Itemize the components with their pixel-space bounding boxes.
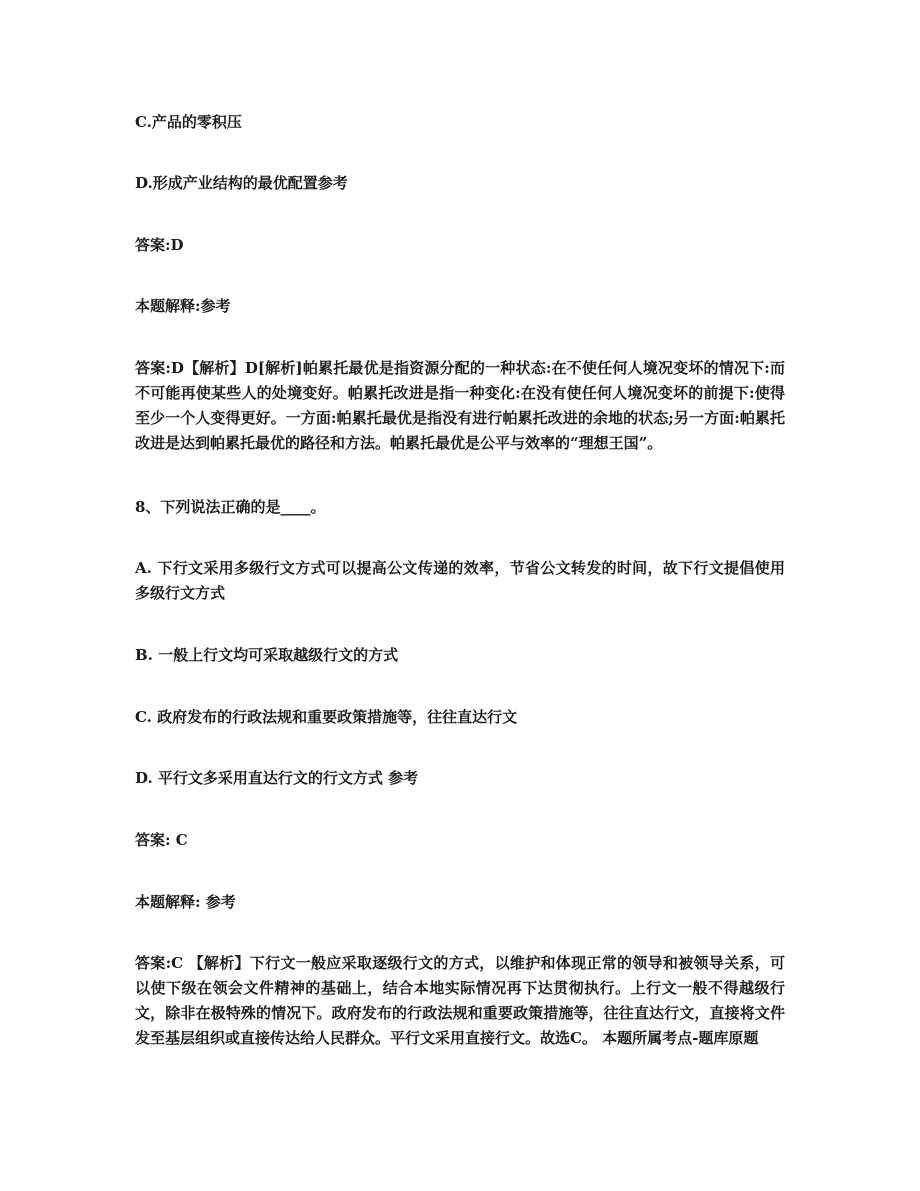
q8-question: 8、下列说法正确的是____。 bbox=[135, 498, 326, 516]
q7-option-d: D.形成产业结构的最优配置参考 bbox=[135, 174, 348, 192]
q7-explanation-label: 本题解释:参考 bbox=[135, 297, 231, 315]
q8-option-d: D. 平行文多采用直达行文的行文方式 参考 bbox=[135, 769, 419, 787]
q8-answer: 答案: C bbox=[135, 831, 188, 849]
q8-option-b: B. 一般上行文均可采取越级行文的方式 bbox=[135, 646, 399, 664]
q7-explanation: 答案:D【解析】D[解析]帕累托最优是指资源分配的一种状态:在不使任何人境况变坏的情况下:而不可能再使某些人的处境变好。帕累托改进是指一种变化:在没有使任何人境况变坏的前提下:使得至少一个人变得更好。一方面:帕累托最优是指没有进行帕累托改进的余地的状态;另一方面:帕累托改进是达到帕累托最优的路径和方法。帕累托最优是公平与效率的“理想王国”。 bbox=[135, 359, 785, 452]
q7-option-c: C.产品的零积压 bbox=[135, 113, 242, 131]
q8-explanation: 答案:C 【解析】下行文一般应采取逐级行文的方式，以维护和体现正常的领导和被领导关系，可以使下级在领会文件精神的基础上，结合本地实际情况再下达贯彻执行。上行文一般不得越级行文，除非在极特殊的情况下。政府发布的行政法规和重要政策措施等，往往直达行文，直接将文件发至基层组织或直接传达给人民群众。平行文采用直接行文。故选C。 本题所属考点-题库原题 bbox=[135, 954, 785, 1047]
q8-option-c: C. 政府发布的行政法规和重要政策措施等，往往直达行文 bbox=[135, 708, 518, 726]
q8-explanation-label: 本题解释: 参考 bbox=[135, 893, 236, 911]
q7-answer: 答案:D bbox=[135, 236, 184, 254]
q8-option-a: A. 下行文采用多级行文方式可以提高公文传递的效率，节省公文转发的时间，故下行文提倡使用多级行文方式 bbox=[135, 559, 785, 602]
